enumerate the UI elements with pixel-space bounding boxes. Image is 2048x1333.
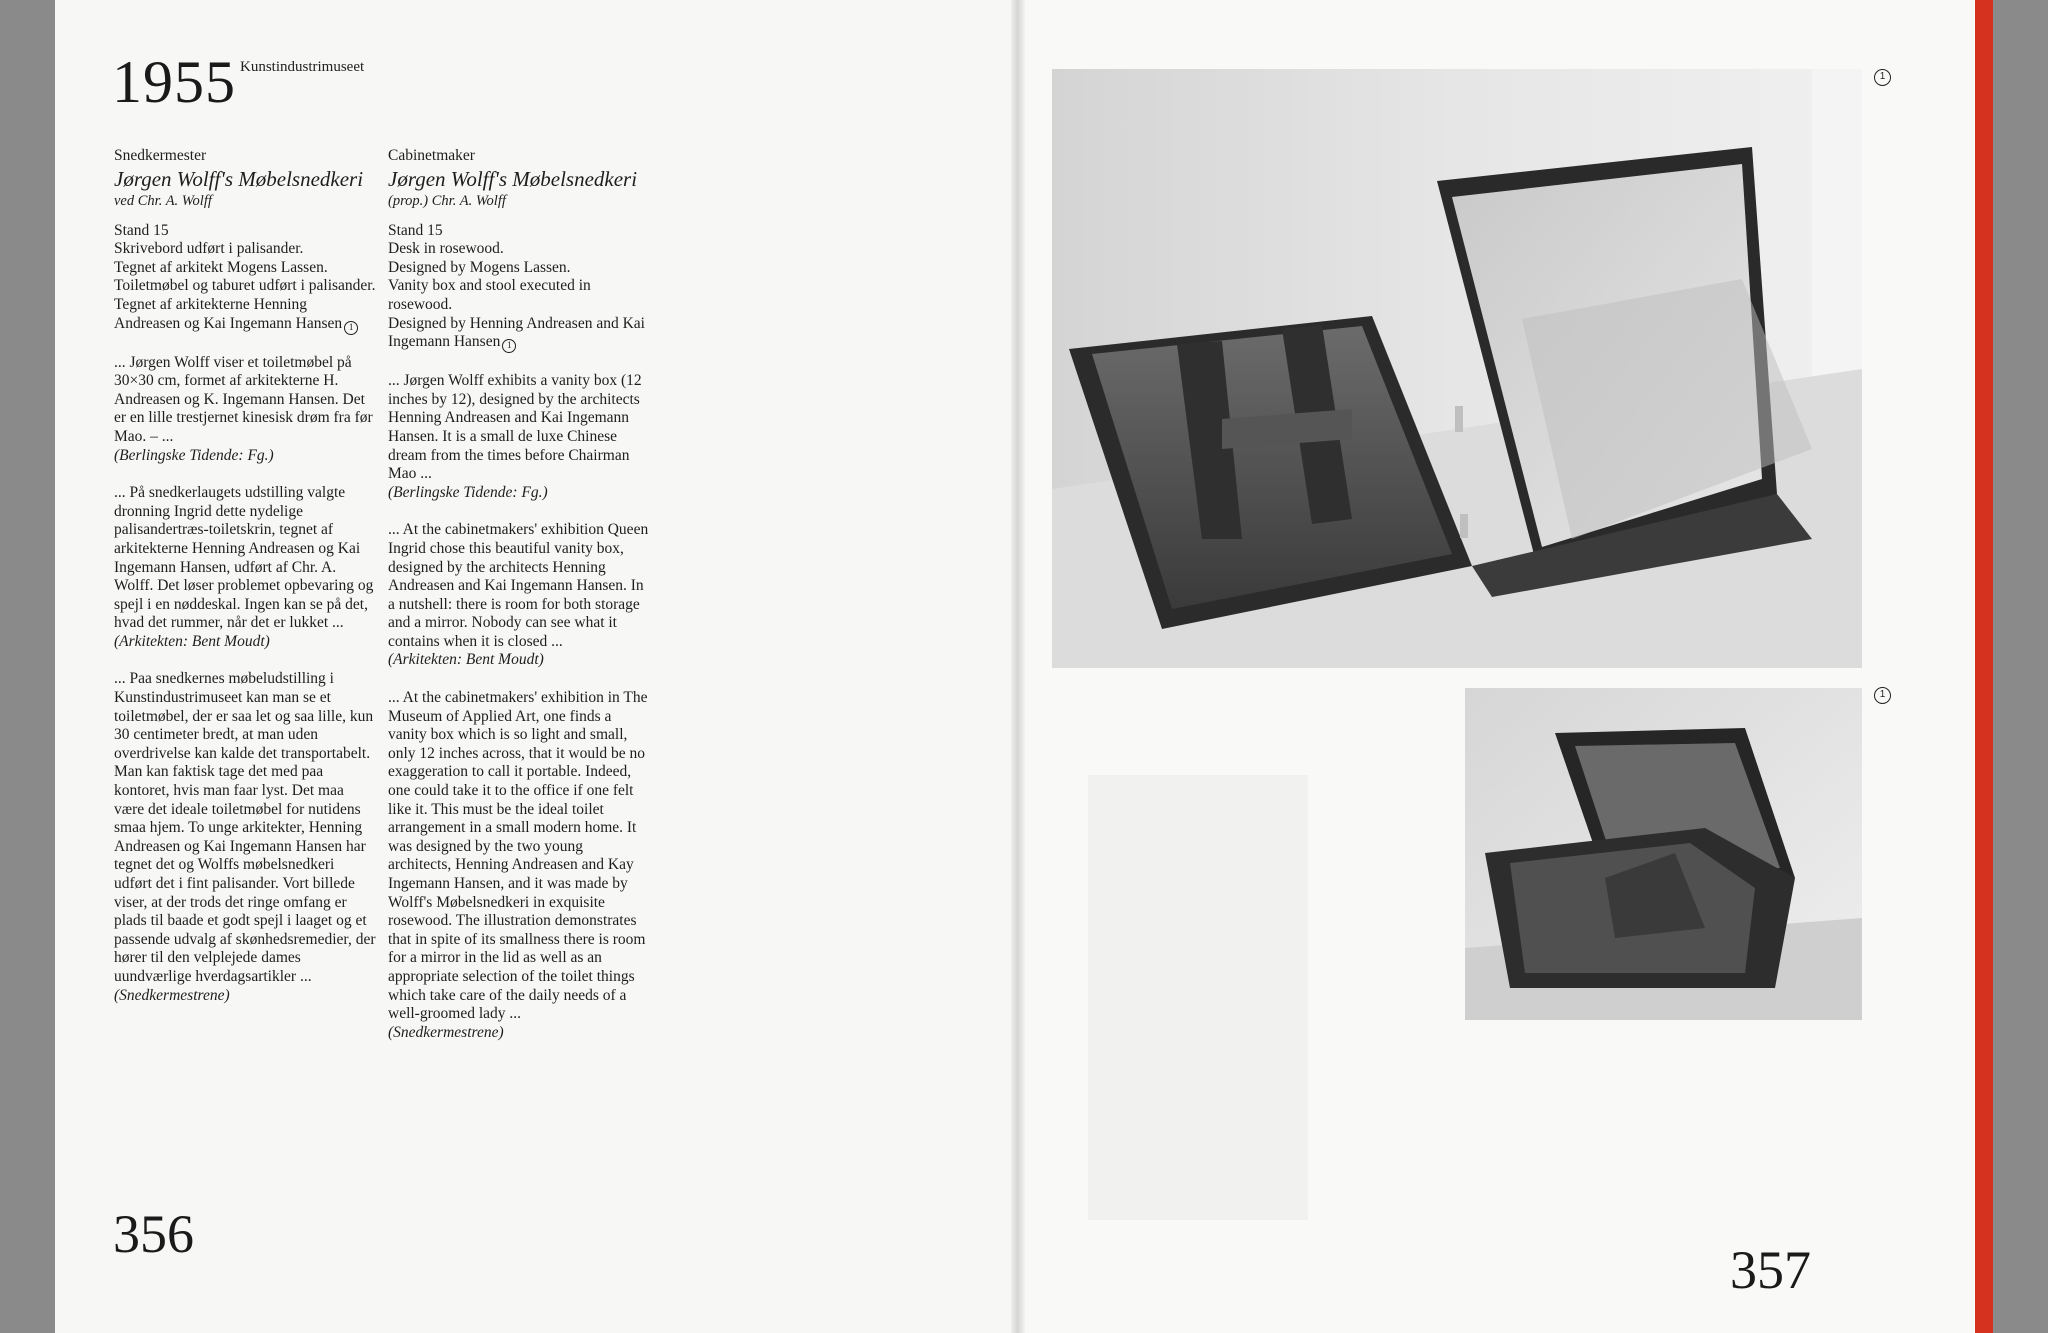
english-owner: (prop.) Chr. A. Wolff [388,192,506,209]
page-number-right: 357 [1730,1240,1811,1300]
quote-text: ... Paa snedkernes møbeludstilling i Kunstindustrimuseet kan man se et toiletmøbel, der er saa let og saa lille, kun 30 centimeter bredt, at man uden overdrivelse kan kalde det transportabelt. Man kan faktisk tage det med paa kontoret, hvis man faar lyst. Det maa være det ideale toiletmøbel for nutidens smaa hjem. To unge arkitekter, Henning Andreasen og Kai Ingemann Hansen har tegnet det og Wolffs møbelsnedkeri udført det i fint palisander. Vort billede viser, at der trods det ringe omfang er plads til baade et godt spejl i laaget og et passende udvalg af skønhedsremedier, der hører til den velplejede dames uundværlige hverdagsartikler ... [114,670,376,985]
danish-stand-entry [114,222,376,335]
figure-ref-icon: 1 [502,339,516,353]
english-quote-3 [388,689,650,1042]
quote-text: ... Jørgen Wolff exhibits a vanity box (12 inches by 12), designed by the architects Henning Andreasen and Kai Ingemann Hansen. It is a small de luxe Chinese dream from the times before Chairman Mao ... [388,372,642,483]
vanity-box-closed-image [1465,688,1862,1020]
vanity-box-open-photo [1052,69,1862,668]
english-stand-text: Stand 15 Desk in rosewood. Designed by Mogens Lassen. Vanity box and stool executed in rosewood. Designed by Henning Andreasen and Kai Ingemann Hansen [388,221,645,351]
danish-firm-name: Jørgen Wolff's Møbelsnedkeri [114,166,364,191]
danish-quote-2 [114,484,376,651]
quote-source: (Arkitekten: Bent Moudt) [388,651,544,669]
figure-ref-icon: 1 [344,321,358,335]
quote-text: ... At the cabinetmakers' exhibition Queen Ingrid chose this beautiful vanity box, designed by the architects Henning Andreasen and Kai Ingemann Hansen. In a nutshell: there is room for both storage and a mirror. Nobody can see what it contains when it is closed ... [388,521,649,650]
danish-column [114,147,376,1005]
book-gutter [1011,0,1025,1333]
red-page-edge [1975,0,1993,1333]
english-stand-entry [388,222,650,354]
show-through-shadow [1088,775,1308,1220]
figure-marker-icon: 1 [1874,687,1891,704]
figure-marker-icon: 1 [1874,69,1891,86]
danish-quote-3 [114,670,376,1005]
scan-background-edge [1993,0,2048,1333]
year-heading: 1955 [112,49,236,115]
museum-name: Kunstindustrimuseet [240,59,365,75]
danish-owner: ved Chr. A. Wolff [114,192,212,209]
english-firm-name: Jørgen Wolff's Møbelsnedkeri [388,166,638,191]
danish-quote-1 [114,354,376,466]
danish-role: Snedkermester [114,147,207,164]
quote-source: (Berlingske Tidende: Fg.) [114,446,274,464]
quote-source: (Snedkermestrene) [388,1023,504,1041]
vanity-box-open-image [1052,69,1862,668]
vanity-box-closed-photo [1465,688,1862,1020]
quote-text: ... Jørgen Wolff viser et toiletmøbel på 30×30 cm, formet af arkitekterne H. Andreasen og K. Ingemann Hansen. Det er en lille trestjernet kinesisk drøm fra før Mao. – ... [114,353,373,445]
quote-text: ... At the cabinetmakers' exhibition in The Museum of Applied Art, one finds a vanity box which is so light and small, only 12 inches across, that it would be no exaggeration to call it portable. Indeed, one could take it to the office if one felt like it. This must be the ideal toilet arrangement in a small modern home. It was designed by the two young architects, Henning Andreasen and Kay Ingemann Hansen, and it was made by Wolff's Møbelsnedkeri in exquisite rosewood. The illustration demonstrates that in spite of its smallness there is room for a mirror in the lid as well as an appropriate selection of the toilet things which take care of the daily needs of a well-groomed lady ... [388,689,648,1023]
english-role: Cabinetmaker [388,147,475,164]
quote-source: (Snedkermestrene) [114,986,230,1004]
danish-stand-text: Stand 15 Skrivebord udført i palisander. Tegnet af arkitekt Mogens Lassen. Toiletmøbel og taburet udført i palisander. Tegnet af arkitekterne Henning Andreasen og Kai Ingemann Hansen [114,221,376,332]
english-quote-2 [388,521,650,670]
quote-source: (Arkitekten: Bent Moudt) [114,632,270,650]
english-quote-1 [388,372,650,502]
page-number-left: 356 [113,1204,194,1264]
quote-text: ... På snedkerlaugets udstilling valgte dronning Ingrid dette nydelige palisandertræs-toiletskrin, tegnet af arkitekterne Henning Andreasen og Kai Ingemann Hansen, udført af Chr. A. Wolff. Det løser problemet opbevaring og spejl i en nøddeskal. Ingen kan se på det, hvad det rummer, når det er lukket ... [114,484,374,632]
quote-source: (Berlingske Tidende: Fg.) [388,483,548,501]
english-column [388,147,650,1042]
